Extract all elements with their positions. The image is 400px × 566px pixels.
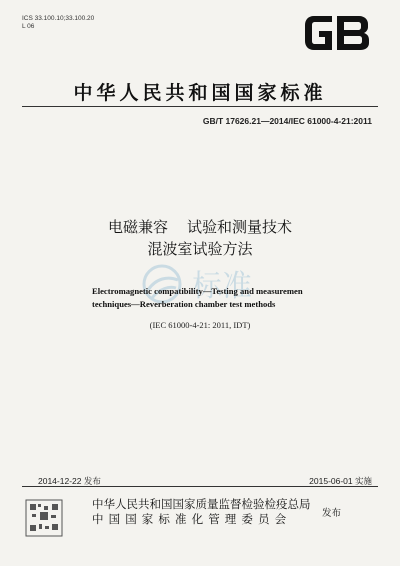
identical-reference: (IEC 61000-4-21: 2011, IDT) (149, 320, 251, 330)
ics-code: ICS 33.100.10;33.100.20 (22, 15, 95, 22)
ccs-code: L 06 (22, 23, 35, 30)
gb-logo (302, 12, 372, 54)
national-standard-title: 中华人民共和国国家标准 (73, 82, 327, 104)
issuer-sac: 中国国家标准化管理委员会 (92, 512, 292, 526)
document-title-english (92, 285, 382, 311)
implementation-date: 2015-06-01 实施 (309, 476, 372, 486)
issuing-authorities (92, 497, 311, 527)
title-cn-line1: 电磁兼容 试验和测量技术 (107, 218, 293, 236)
title-cn-line2: 混波室试验方法 (147, 240, 253, 258)
issuer-aqsiq: 中华人民共和国国家质量监督检验检疫总局 (92, 497, 311, 511)
footer-divider (22, 486, 378, 487)
classification-codes (22, 15, 94, 31)
title-en-line1: Electromagnetic compatibility—Testing and measuremen (92, 286, 303, 296)
seal-stamp (24, 498, 64, 540)
title-en-line2: techniques—Reverberation chamber test methods (92, 299, 276, 309)
publication-date: 2014-12-22 发布 (38, 476, 101, 486)
header-divider (22, 106, 378, 107)
watermark-text: 标准 (192, 269, 252, 304)
issue-label: 发布 (322, 508, 342, 519)
standard-number: GB/T 17626.21—2014/IEC 61000-4-21:2011 (202, 116, 372, 126)
